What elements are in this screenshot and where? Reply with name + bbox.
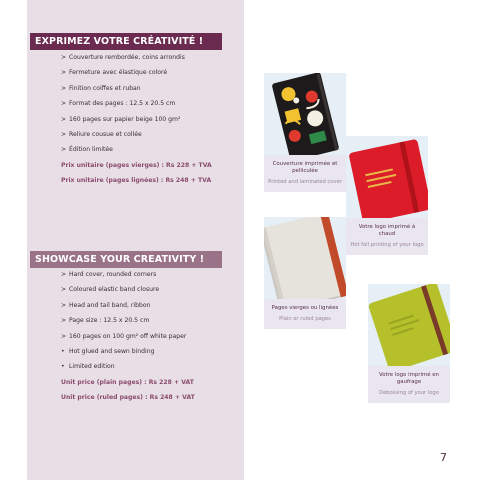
- list-item: > Head and tail band, ribbon: [61, 301, 151, 309]
- list-item: > Hard cover, rounded corners: [61, 271, 157, 278]
- list-marker: >: [61, 286, 67, 294]
- list-item: > Couverture rembordée, coins arrondis: [61, 54, 185, 61]
- caption-fr: Couverture imprimée et pelliculée: [272, 161, 338, 174]
- french-feature-list: [61, 53, 212, 192]
- price-blank-en: Unit price (plain pages) : Rs 228 + VAT: [61, 378, 194, 386]
- list-item: > 160 pages sur papier beige 100 gm²: [61, 115, 181, 123]
- list-item: > 160 pages on 100 gm² off white paper: [61, 332, 187, 340]
- list-item: • Hot glued and sewn binding: [61, 347, 155, 355]
- arrow-icon: >: [61, 84, 67, 92]
- deboss-photo: [368, 284, 450, 366]
- french-heading: EXPRIMEZ VOTRE CRÉATIVITÉ !: [30, 33, 222, 50]
- english-heading: SHOWCASE YOUR CREATIVITY !: [30, 251, 222, 268]
- list-item: > Édition limitée: [61, 146, 113, 154]
- caption-fr: Votre logo imprimé à chaud: [358, 224, 416, 237]
- arrow-icon: >: [61, 100, 67, 108]
- card-printed-cover: [264, 73, 346, 192]
- hot-foil-photo: [346, 136, 428, 218]
- list-item: > Coloured elastic band closure: [61, 286, 160, 294]
- pages-photo: [264, 217, 346, 299]
- list-item: > Format des pages : 12.5 x 20.5 cm: [61, 100, 176, 108]
- arrow-icon: >: [61, 69, 67, 77]
- arrow-icon: >: [61, 54, 67, 61]
- card-deboss: [368, 284, 450, 403]
- price-ruled-fr: Prix unitaire (pages lignées) : Rs 248 + TVA: [61, 177, 212, 185]
- caption-en: Plain or ruled pages: [279, 316, 331, 322]
- caption-fr: Votre logo imprimé en gaufrage: [379, 372, 439, 385]
- list-marker: >: [61, 271, 67, 278]
- list-marker: •: [61, 347, 65, 355]
- arrow-icon: >: [61, 115, 67, 123]
- list-marker: >: [61, 301, 67, 309]
- price-ruled-en: Unit price (ruled pages) : Rs 248 + VAT: [61, 394, 195, 402]
- list-item: > Page size : 12.5 x 20.5 cm: [61, 317, 150, 325]
- arrow-icon: >: [61, 146, 67, 154]
- arrow-icon: >: [61, 130, 67, 138]
- list-item: • Limited edition: [61, 363, 115, 371]
- list-item: > Reliure cousue et collée: [61, 130, 142, 138]
- list-marker: >: [61, 332, 67, 340]
- list-item: > Finition coiffes et ruban: [61, 84, 141, 92]
- printed-cover-photo: [264, 73, 346, 155]
- english-feature-list: [61, 270, 195, 409]
- list-item: > Fermeture avec élastique coloré: [61, 69, 168, 77]
- caption-fr: Pages vierges ou lignées: [271, 305, 339, 311]
- page-number: 7: [440, 451, 447, 464]
- caption-en: Printed and laminated cover: [268, 179, 342, 185]
- price-blank-fr: Prix unitaire (pages vierges) : Rs 228 + TVA: [61, 161, 212, 169]
- card-hot-foil: [346, 136, 428, 255]
- caption-en: Debossing of your logo: [379, 390, 439, 396]
- list-marker: >: [61, 317, 67, 325]
- caption-en: Hot foil printing of your logo: [350, 242, 424, 248]
- list-marker: •: [61, 363, 65, 371]
- card-pages: [264, 217, 346, 329]
